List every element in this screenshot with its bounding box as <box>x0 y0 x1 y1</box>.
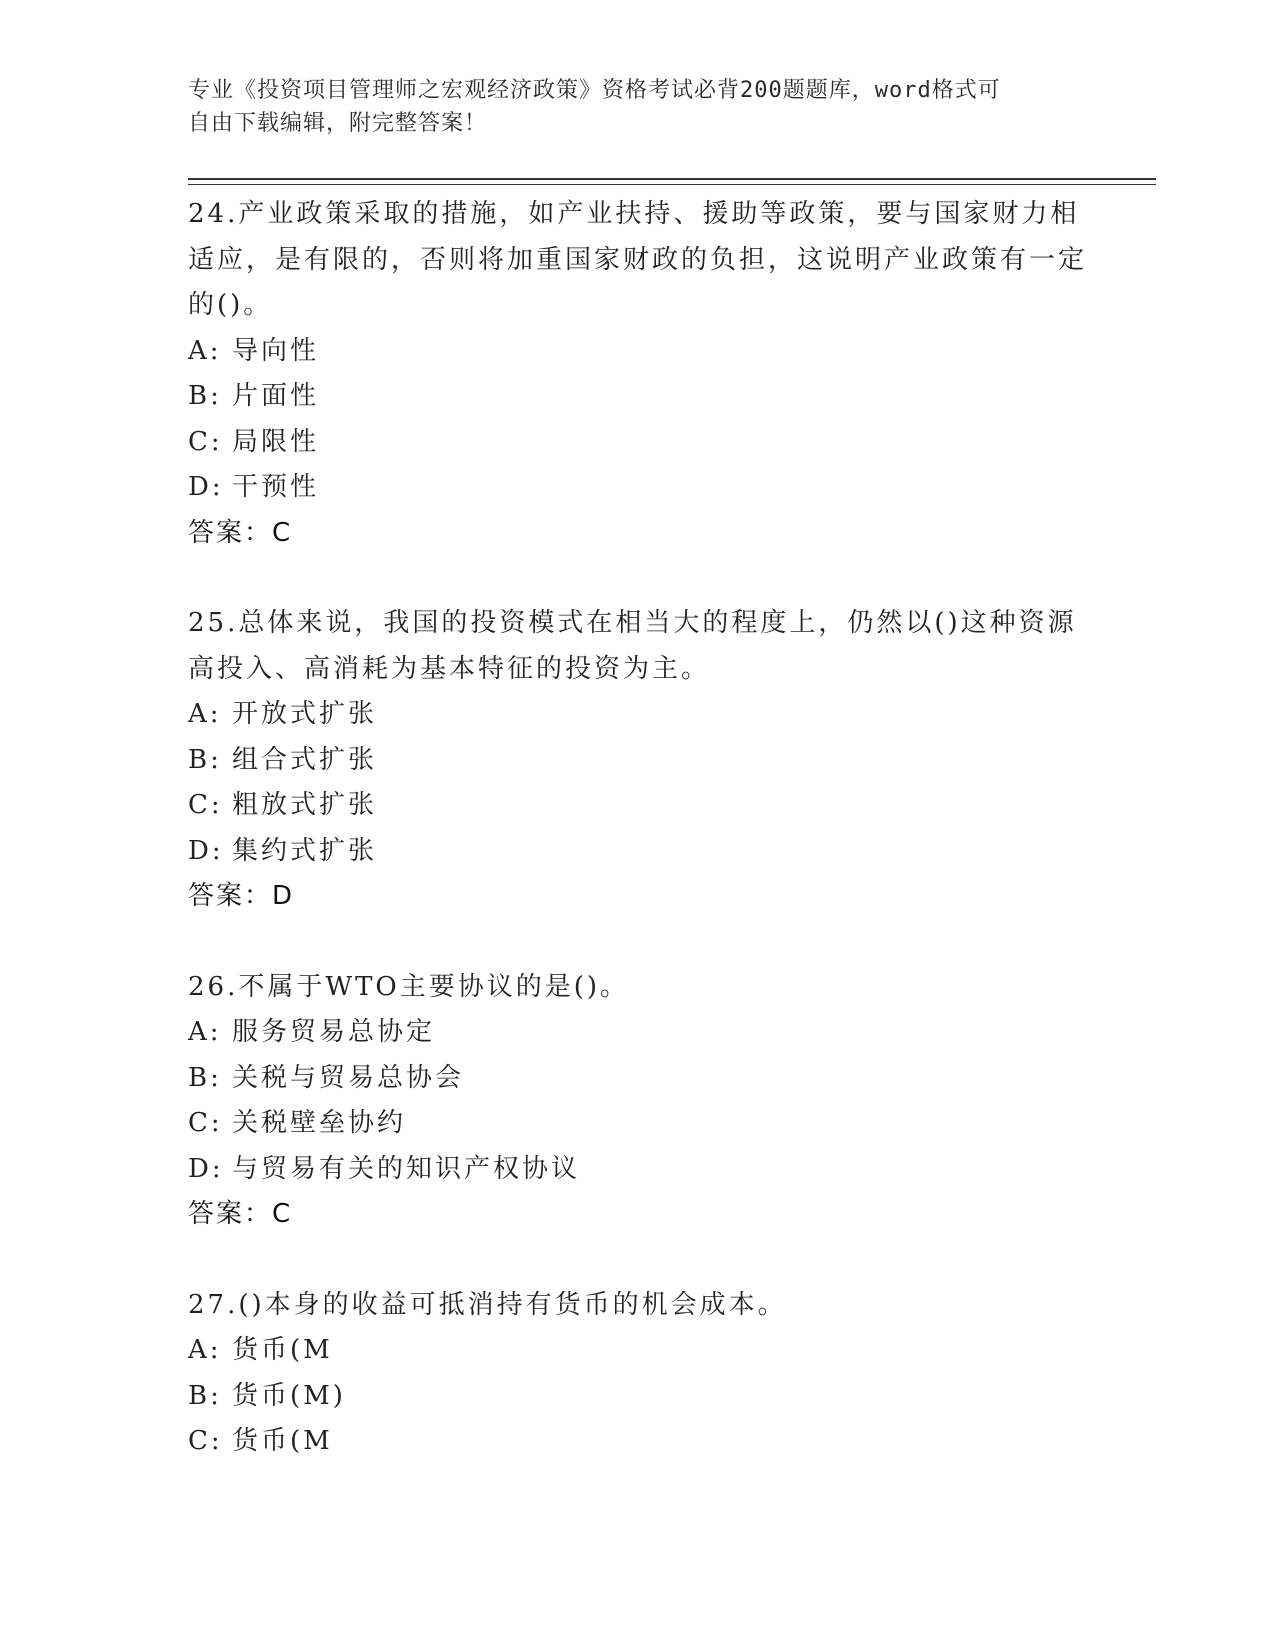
option-c <box>188 783 1088 829</box>
question-stem: 24.产业政策采取的措施，如产业扶持、援助等政策，要与国家财力相适应，是有限的，否则将加重国家财政的负担，这说明产业政策有一定的()。 <box>188 199 1088 320</box>
question-24 <box>188 192 1088 556</box>
option-a <box>188 329 1088 375</box>
option-d <box>188 465 1088 511</box>
option-a <box>188 1328 1088 1374</box>
option-text: 关税与贸易总协会 <box>232 1062 465 1093</box>
option-letter: B: <box>188 1062 222 1093</box>
document-header <box>188 74 1068 140</box>
option-b <box>188 1056 1088 1102</box>
option-text: 货币(M) <box>232 1380 346 1411</box>
question-stem: 26.不属于WTO主要协议的是()。 <box>188 971 630 1002</box>
option-text: 关税壁垒协约 <box>232 1108 407 1138</box>
option-text: 货币(M <box>232 1426 333 1456</box>
answer-line: 答案：C <box>188 517 293 548</box>
option-c <box>188 1101 1088 1147</box>
option-letter: B: <box>188 1380 222 1411</box>
header-line-2: 自由下载编辑，附完整答案！ <box>188 111 488 136</box>
header-divider-thin <box>188 184 1156 185</box>
option-letter: D: <box>188 472 224 502</box>
header-divider-thick <box>188 178 1156 180</box>
option-letter: D: <box>188 1153 224 1184</box>
option-letter: A: <box>188 1335 222 1365</box>
option-letter: A: <box>188 335 222 366</box>
option-b <box>188 374 1088 420</box>
question-list <box>188 192 1088 1510</box>
option-letter: C: <box>188 426 223 457</box>
option-letter: A: <box>188 699 222 729</box>
answer-line: 答案：C <box>188 1199 293 1229</box>
option-letter: C: <box>188 1108 223 1138</box>
option-text: 与贸易有关的知识产权协议 <box>232 1153 581 1184</box>
option-letter: C: <box>188 790 223 820</box>
option-text: 干预性 <box>232 472 320 502</box>
option-letter: A: <box>188 1017 222 1047</box>
question-stem: 25.总体来说，我国的投资模式在相当大的程度上，仍然以()这种资源高投入、高消耗为基本特征的投资为主。 <box>188 608 1077 684</box>
option-text: 服务贸易总协定 <box>232 1017 436 1047</box>
question-stem: 27.()本身的收益可抵消持有货币的机会成本。 <box>188 1289 787 1320</box>
option-a <box>188 1010 1088 1056</box>
option-text: 局限性 <box>232 426 320 457</box>
option-text: 粗放式扩张 <box>232 790 378 820</box>
question-26 <box>188 965 1088 1238</box>
option-b <box>188 738 1088 784</box>
header-line-1: 专业《投资项目管理师之宏观经济政策》资格考试必背200题题库，word格式可 <box>188 78 1001 103</box>
option-text: 组合式扩张 <box>232 744 378 775</box>
question-25 <box>188 601 1088 920</box>
answer-line: 答案：D <box>188 881 295 911</box>
option-text: 片面性 <box>232 381 320 411</box>
option-text: 开放式扩张 <box>232 699 378 729</box>
option-letter: B: <box>188 381 222 411</box>
option-text: 导向性 <box>232 335 320 366</box>
option-text: 货币(M <box>232 1335 333 1365</box>
option-d <box>188 1147 1088 1193</box>
option-letter: C: <box>188 1426 223 1456</box>
option-c <box>188 420 1088 466</box>
option-a <box>188 692 1088 738</box>
option-b <box>188 1374 1088 1420</box>
option-c <box>188 1419 1088 1465</box>
question-27 <box>188 1283 1088 1465</box>
option-letter: D: <box>188 835 224 866</box>
option-d <box>188 829 1088 875</box>
option-text: 集约式扩张 <box>232 835 378 866</box>
option-letter: B: <box>188 744 222 775</box>
